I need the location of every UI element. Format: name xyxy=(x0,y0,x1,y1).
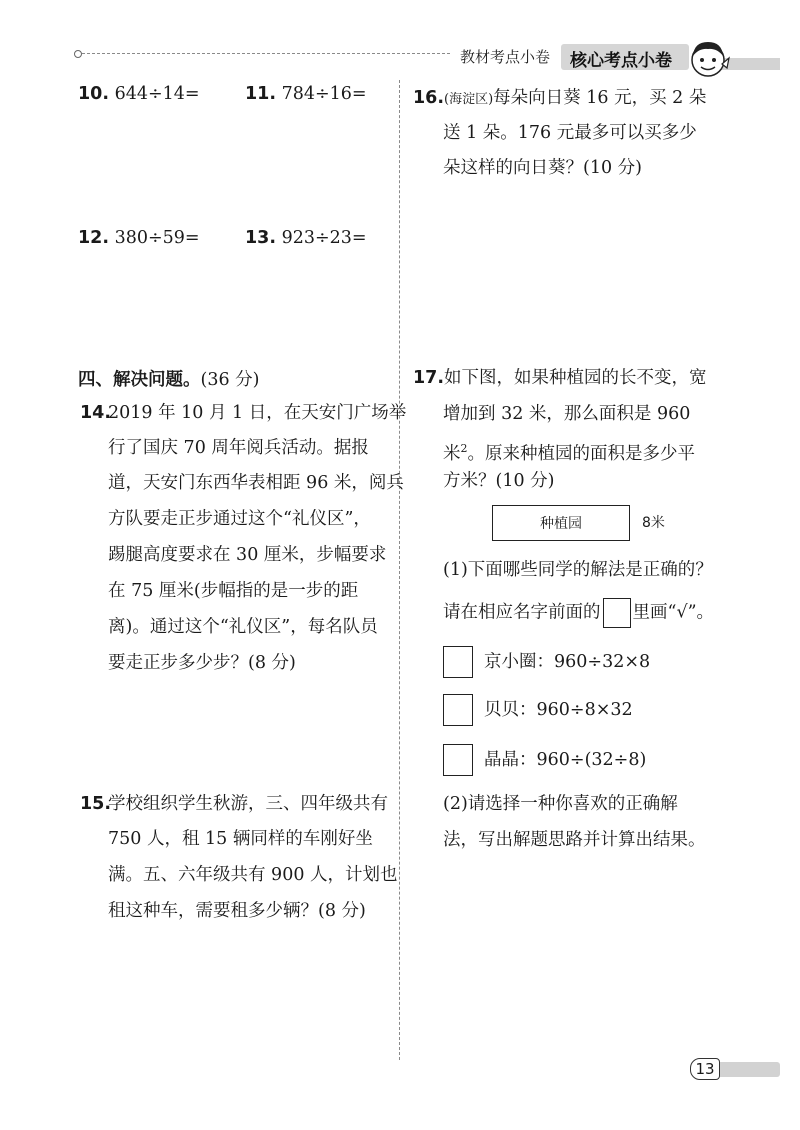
section-title: 四、解决问题。(36 分) xyxy=(78,370,260,390)
problem-16-line: 朵这样的向日葵？(10 分) xyxy=(443,158,642,178)
problem-16-line: 送 1 朵。176 元最多可以买多少 xyxy=(443,123,697,143)
option-text: 贝贝：960÷8×32 xyxy=(484,700,633,720)
problem-11: 11. 784÷16= xyxy=(245,84,367,104)
problem-15-line: 满。五、六年级共有 900 人，计划也 xyxy=(108,865,398,885)
problem-14-line: 在 75 厘米(步幅指的是一步的距 xyxy=(108,581,359,601)
problem-15-line: 学校组织学生秋游，三、四年级共有 xyxy=(108,794,388,814)
option-checkbox-jingxiaoquan[interactable] xyxy=(443,646,473,678)
subquestion-1-line: 请在相应名字前面的 里画“√”。 xyxy=(443,598,714,628)
subquestion-2-line: 法，写出解题思路并计算出结果。 xyxy=(443,830,706,850)
subquestion-2-line: (2)请选择一种你喜欢的正确解 xyxy=(443,794,678,814)
option-text: 京小圈：960÷32×8 xyxy=(484,652,651,672)
mascot-boy-icon xyxy=(684,34,732,82)
problem-17-line: 方米？(10 分) xyxy=(443,471,555,491)
problem-14-number: 14. xyxy=(80,403,112,423)
column-divider xyxy=(399,80,400,1060)
page-number: 13 xyxy=(690,1058,720,1080)
problem-14-line: 2019 年 10 月 1 日，在天安门广场举 xyxy=(108,403,407,423)
problem-14-line: 道，天安门东西华表相距 96 米，阅兵 xyxy=(108,473,404,493)
option-checkbox-beibei[interactable] xyxy=(443,694,473,726)
problem-15-line: 750 人，租 15 辆同样的车刚好坐 xyxy=(108,829,373,849)
problem-14-line: 方队要走正步通过这个“礼仪区”， xyxy=(108,509,371,529)
garden-height-label: 8米 xyxy=(642,515,665,531)
problem-17-line: 17.如下图，如果种植园的长不变，宽 xyxy=(413,368,707,388)
problem-15-number: 15. xyxy=(80,794,112,814)
problem-14-line: 离)。通过这个“礼仪区”，每名队员 xyxy=(108,617,378,637)
problem-13: 13. 923÷23= xyxy=(245,228,367,248)
problem-14-line: 踢腿高度要求在 30 厘米，步幅要求 xyxy=(108,545,387,565)
problem-17-line: 米$^2$。原来种植园的面积是多少平 xyxy=(443,442,695,464)
problem-16-line: 16.(海淀区)每朵向日葵 16 元，买 2 朵 xyxy=(413,88,707,108)
header-dashed-line xyxy=(82,53,450,54)
problem-10: 10. 644÷14= xyxy=(78,84,200,104)
header-small-title: 教材考点小卷 xyxy=(460,48,551,66)
option-checkbox-jingjing[interactable] xyxy=(443,744,473,776)
problem-17-line: 增加到 32 米，那么面积是 960 xyxy=(443,404,691,424)
garden-label: 种植园 xyxy=(540,516,582,532)
problem-14-line: 行了国庆 70 周年阅兵活动。据报 xyxy=(108,438,369,458)
problem-14-line: 要走正步多少步？(8 分) xyxy=(108,653,296,673)
garden-rectangle xyxy=(492,505,630,541)
example-box xyxy=(603,598,631,628)
header-big-title: 核心考点小卷 xyxy=(570,51,672,71)
problem-15-line: 租这种车，需要租多少辆？(8 分) xyxy=(108,901,366,921)
subquestion-1-line: (1)下面哪些同学的解法是正确的？ xyxy=(443,560,713,580)
option-text: 晶晶：960÷(32÷8) xyxy=(484,750,647,770)
header-dot xyxy=(74,50,82,58)
problem-12: 12. 380÷59= xyxy=(78,228,200,248)
